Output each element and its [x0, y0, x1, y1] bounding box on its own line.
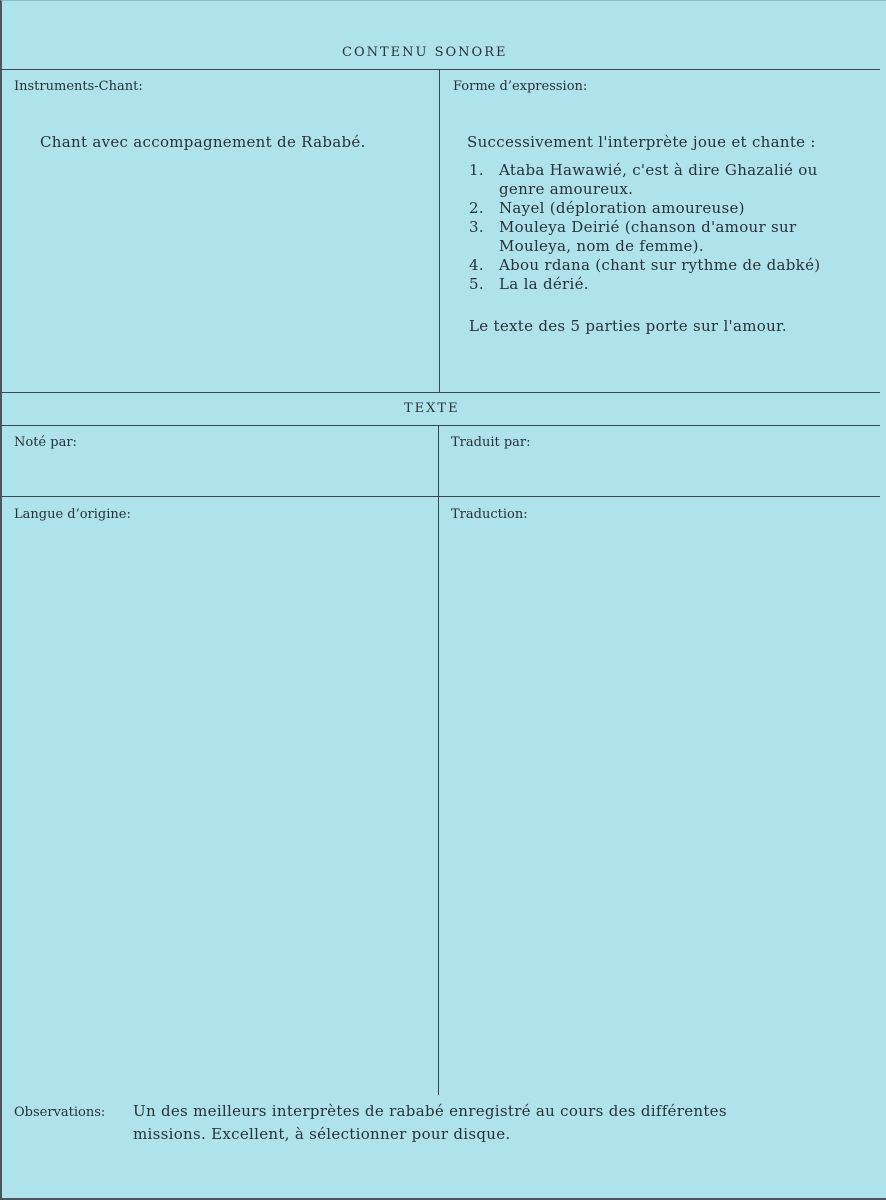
- column-divider: [438, 425, 439, 1095]
- column-divider: [439, 69, 440, 393]
- divider: [2, 496, 880, 497]
- observations-label: Observations:: [14, 1105, 106, 1120]
- divider: [2, 69, 880, 70]
- note-par-label: Noté par:: [14, 435, 77, 450]
- instruments-label: Instruments-Chant:: [14, 79, 143, 94]
- observations-line-1: Un des meilleurs interprètes de rababé enregistré au cours des différentes: [133, 1102, 727, 1120]
- traduction-label: Traduction:: [451, 507, 528, 522]
- instruments-value: Chant avec accompagnement de Rababé.: [40, 133, 366, 151]
- section-title-texte: TEXTE: [404, 401, 460, 416]
- forme-closing: Le texte des 5 parties porte sur l'amour.: [469, 317, 787, 335]
- observations-line-2: missions. Excellent, à sélectionner pour disque.: [133, 1125, 511, 1143]
- list-item: 3. Mouleya Deirié (chanson d'amour sur Mouleya, nom de femme).: [469, 218, 797, 255]
- list-item: 2. Nayel (déploration amoureuse): [469, 199, 745, 217]
- langue-origine-label: Langue d’origine:: [14, 507, 131, 522]
- list-item: 4. Abou rdana (chant sur rythme de dabké): [469, 256, 821, 274]
- list-item: 5. La la dérié.: [469, 275, 589, 293]
- forme-intro: Successivement l'interprète joue et chante :: [467, 133, 816, 151]
- list-item: 1. Ataba Hawawié, c'est à dire Ghazalié ou genre amoureux.: [469, 161, 818, 198]
- section-title-contenu-sonore: CONTENU SONORE: [342, 45, 508, 60]
- forme-label: Forme d’expression:: [453, 79, 588, 94]
- divider: [2, 392, 880, 393]
- traduit-par-label: Traduit par:: [451, 435, 531, 450]
- forme-list: [469, 161, 879, 294]
- divider: [2, 425, 880, 426]
